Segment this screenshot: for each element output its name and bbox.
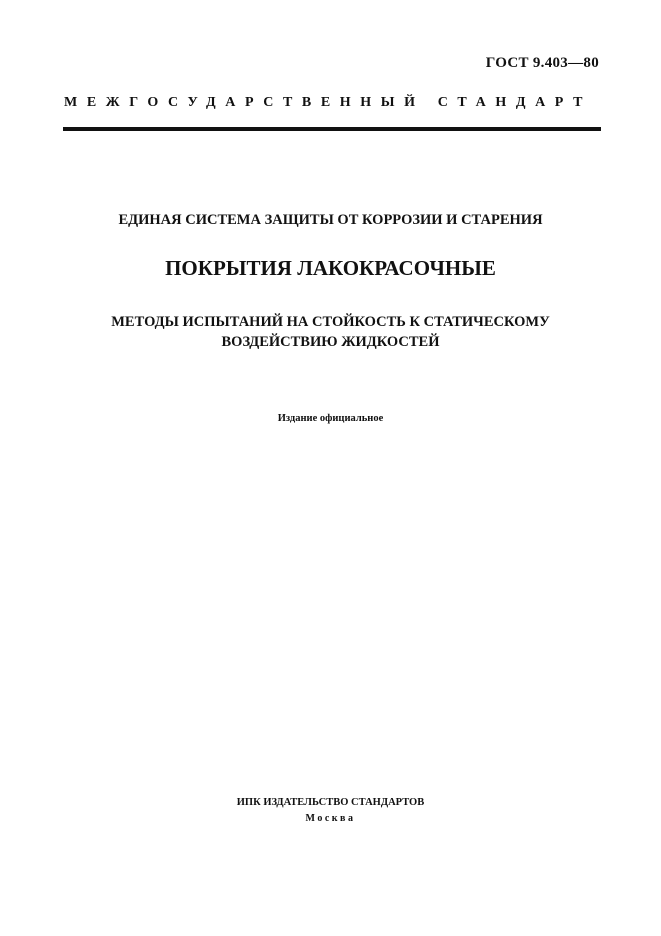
main-title: ПОКРЫТИЯ ЛАКОКРАСОЧНЫЕ — [165, 256, 496, 280]
header-divider — [63, 127, 601, 131]
system-title: ЕДИНАЯ СИСТЕМА ЗАЩИТЫ ОТ КОРРОЗИИ И СТАРЕНИЯ — [118, 212, 543, 228]
subtitle — [0, 312, 661, 352]
publisher-city: Москва — [305, 813, 356, 824]
publisher-name: ИПК ИЗДАТЕЛЬСТВО СТАНДАРТОВ — [236, 797, 425, 808]
document-number: ГОСТ 9.403—80 — [485, 55, 599, 71]
subtitle-line-2: ВОЗДЕЙСТВИЮ ЖИДКОСТЕЙ — [221, 334, 440, 350]
edition-label: Издание официальное — [277, 413, 384, 424]
subtitle-line-1: МЕТОДЫ ИСПЫТАНИЙ НА СТОЙКОСТЬ К СТАТИЧЕСКОМУ — [111, 314, 550, 330]
standard-category: МЕЖГОСУДАРСТВЕННЫЙ СТАНДАРТ — [64, 95, 593, 110]
